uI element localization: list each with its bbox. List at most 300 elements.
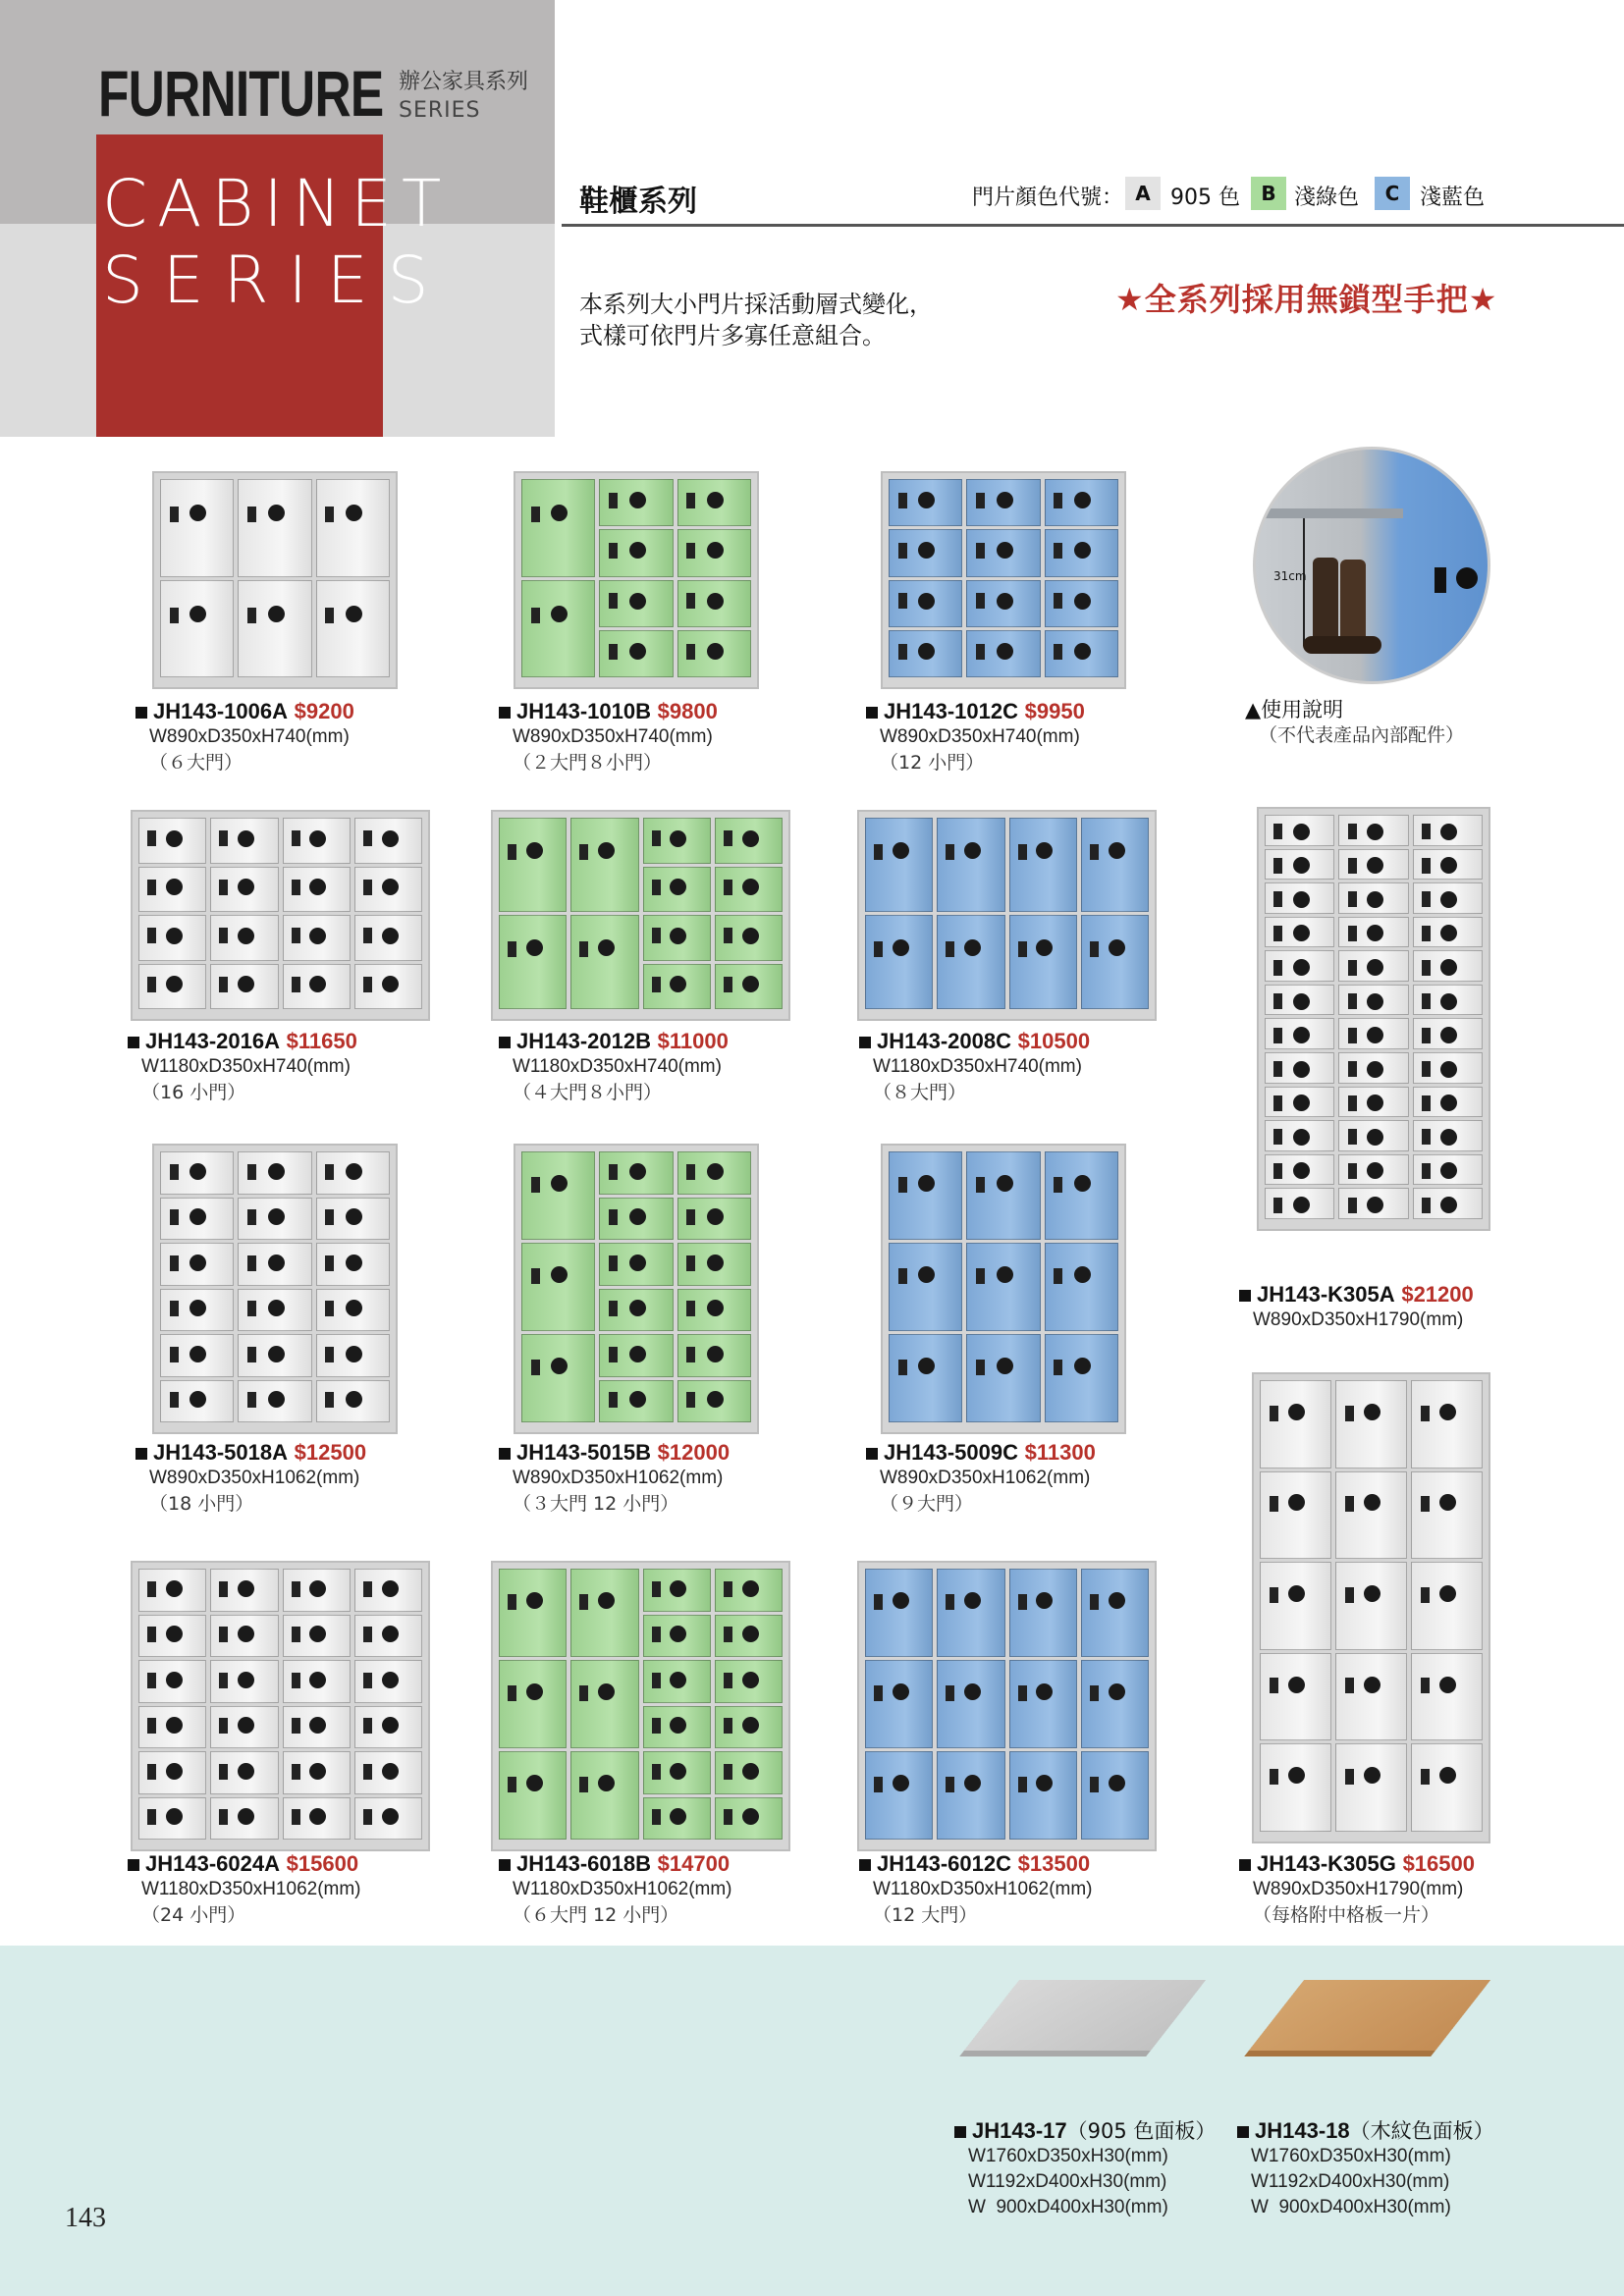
cabinet-door [1081, 818, 1149, 912]
cabinet-door [677, 1243, 751, 1286]
cabinet-door [138, 867, 206, 913]
cabinet-door [160, 1380, 234, 1423]
cabinet-door [1335, 1380, 1407, 1468]
product-model: JH143-K305A [1257, 1282, 1395, 1307]
cabinet-door [316, 1198, 390, 1241]
category-line2: SERIES [102, 242, 449, 318]
cabinet-door [1413, 917, 1483, 948]
cabinet-door [210, 1569, 278, 1612]
cabinet-illustration [857, 810, 1157, 1021]
cabinet-door [1413, 1087, 1483, 1118]
cabinet-door [138, 1797, 206, 1841]
cabinet-door [599, 1198, 673, 1241]
cabinet-door [1413, 1188, 1483, 1219]
product-label [1239, 1851, 1475, 1928]
door-handle-icon [1435, 567, 1446, 593]
cabinet-door [238, 479, 311, 577]
cabinet-door [354, 818, 422, 864]
cabinet-door [643, 964, 711, 1010]
usage-note: （不代表產品內部配件） [1259, 724, 1465, 746]
series-cn-label: 辦公家具系列 [399, 70, 529, 94]
cabinet-door [499, 818, 567, 912]
product-note: （６大門） [149, 752, 244, 774]
cabinet-door [599, 1289, 673, 1332]
bullet-square-icon [135, 1448, 147, 1460]
cabinet-illustration [514, 471, 759, 689]
cabinet-door [1335, 1743, 1407, 1832]
boot-sole-icon [1303, 636, 1381, 654]
cabinet-door [1335, 1471, 1407, 1560]
cabinet-door [599, 529, 673, 576]
cabinet-illustration [881, 1144, 1126, 1434]
board-size: W1760xD350xH30(mm) [1251, 2146, 1451, 2166]
cabinet-door [570, 818, 638, 912]
bullet-square-icon [499, 1859, 511, 1871]
cabinet-door [1265, 849, 1334, 881]
product-note: （18 小門） [149, 1493, 254, 1515]
cabinet-door [715, 964, 783, 1010]
cabinet-door [889, 479, 962, 526]
product-note: （９大門） [880, 1493, 974, 1515]
cabinet-door [715, 1751, 783, 1794]
cabinet-door [1081, 1569, 1149, 1657]
cabinet-door [570, 1660, 638, 1748]
cabinet-door [865, 1751, 933, 1840]
product-price: $10500 [1017, 1029, 1091, 1053]
cabinet-illustration [1257, 807, 1490, 1231]
product-dimensions: W1180xD350xH740(mm) [873, 1056, 1082, 1077]
cabinet-door [354, 915, 422, 961]
product-dimensions: W1180xD350xH1062(mm) [141, 1879, 361, 1899]
product-model: JH143-K305G [1257, 1851, 1396, 1876]
cabinet-illustration [152, 1144, 398, 1434]
color-legend-label: 門片顏色代號： [972, 186, 1124, 210]
bullet-square-icon [1239, 1859, 1251, 1871]
cabinet-door [238, 1289, 311, 1332]
cabinet-door [316, 1243, 390, 1286]
cabinet-door [715, 1615, 783, 1658]
product-model: JH143-5009C [884, 1440, 1018, 1465]
cabinet-door [316, 1289, 390, 1332]
series-en-label: SERIES [399, 98, 481, 123]
cabinet-door [316, 479, 390, 577]
cabinet-door [599, 1151, 673, 1195]
cabinet-door [210, 1751, 278, 1794]
cabinet-door [1081, 1660, 1149, 1748]
product-model: JH143-1006A [153, 699, 288, 723]
cabinet-door [138, 964, 206, 1010]
cabinet-door [1265, 1188, 1334, 1219]
cabinet-door [1265, 1154, 1334, 1186]
cabinet-door [570, 915, 638, 1009]
cabinet-door [889, 1243, 962, 1331]
cabinet-door [715, 1569, 783, 1612]
cabinet-door [1045, 479, 1118, 526]
cabinet-illustration [152, 471, 398, 689]
product-model: JH143-1012C [884, 699, 1018, 723]
cabinet-illustration [1252, 1372, 1490, 1843]
cabinet-door [889, 580, 962, 627]
cabinet-door [138, 1569, 206, 1612]
cabinet-illustration [491, 810, 790, 1021]
product-label [499, 1440, 730, 1517]
cabinet-door [1045, 1151, 1118, 1240]
cabinet-door [677, 630, 751, 677]
cabinet-door [937, 818, 1004, 912]
cabinet-door [1265, 985, 1334, 1016]
cabinet-door [1335, 1562, 1407, 1650]
cabinet-door [1413, 1052, 1483, 1084]
product-label [1239, 1282, 1474, 1333]
cabinet-door [1338, 1188, 1408, 1219]
cabinet-door [354, 1660, 422, 1703]
cabinet-door [865, 915, 933, 1009]
cabinet-door [1265, 1052, 1334, 1084]
cabinet-door [1260, 1562, 1331, 1650]
cabinet-door [1413, 882, 1483, 914]
page-number: 143 [65, 2203, 106, 2233]
cabinet-door [937, 1660, 1004, 1748]
cabinet-door [283, 915, 351, 961]
cabinet-door [160, 479, 234, 577]
bullet-square-icon [128, 1037, 139, 1048]
cabinet-door [677, 1289, 751, 1332]
product-dimensions: W890xD350xH740(mm) [880, 726, 1080, 747]
cabinet-door [1260, 1743, 1331, 1832]
cabinet-door [1009, 1751, 1077, 1840]
cabinet-door [889, 1334, 962, 1422]
cabinet-door [238, 1380, 311, 1423]
board-desc: （905 色面板） [1066, 2119, 1217, 2143]
cabinet-door [643, 1615, 711, 1658]
product-model: JH143-1010B [516, 699, 651, 723]
cabinet-door [210, 915, 278, 961]
product-note: （３大門 12 小門） [513, 1493, 679, 1515]
product-note: （12 大門） [873, 1904, 978, 1926]
board-size: W 900xD400xH30(mm) [1251, 2197, 1451, 2217]
cabinet-door [354, 1615, 422, 1658]
usage-illustration [1253, 447, 1490, 684]
board-label-17 [954, 2118, 1216, 2220]
cabinet-door [499, 1569, 567, 1657]
bullet-square-icon [135, 707, 147, 719]
cabinet-door [316, 1334, 390, 1377]
product-dimensions: W890xD350xH740(mm) [513, 726, 713, 747]
board-size: W1192xD400xH30(mm) [1251, 2171, 1450, 2192]
cabinet-door [160, 1198, 234, 1241]
product-note: （每格附中格板一片） [1253, 1904, 1440, 1926]
cabinet-door [1045, 1334, 1118, 1422]
product-model: JH143-2008C [877, 1029, 1011, 1053]
product-label [859, 1851, 1093, 1928]
color-name-a: 905 色 [1170, 186, 1240, 210]
cabinet-door [283, 818, 351, 864]
cabinet-door [677, 479, 751, 526]
cabinet-door [1411, 1380, 1483, 1468]
color-swatch-a: A [1125, 177, 1161, 210]
cabinet-door [354, 1751, 422, 1794]
cabinet-illustration [131, 810, 430, 1021]
cabinet-door [889, 630, 962, 677]
cabinet-door [677, 580, 751, 627]
cabinet-door [160, 1151, 234, 1195]
product-price: $16500 [1402, 1851, 1475, 1876]
cabinet-door [1411, 1653, 1483, 1741]
cabinet-door [210, 1706, 278, 1749]
product-note: （24 小門） [141, 1904, 246, 1926]
cabinet-door [1009, 915, 1077, 1009]
cabinet-door [210, 1660, 278, 1703]
cabinet-door [138, 1660, 206, 1703]
cabinet-door [1338, 1120, 1408, 1151]
product-note: （８大門） [873, 1082, 967, 1103]
cabinet-door [1009, 1660, 1077, 1748]
category-line1: CABINET [102, 166, 452, 241]
product-model: JH143-2012B [516, 1029, 651, 1053]
product-label [135, 1440, 366, 1517]
cabinet-door [966, 1151, 1040, 1240]
cabinet-door [1265, 1018, 1334, 1049]
cabinet-door [499, 1660, 567, 1748]
product-price: $12000 [657, 1440, 731, 1465]
cabinet-door [599, 1243, 673, 1286]
product-price: $11650 [286, 1029, 357, 1053]
cabinet-door [1338, 950, 1408, 982]
description-line1: 本系列大小門片採活動層式變化， [579, 291, 933, 318]
cabinet-door [1265, 917, 1334, 948]
usage-label [1245, 697, 1464, 748]
product-model: JH143-6024A [145, 1851, 280, 1876]
product-price: $9200 [294, 699, 354, 723]
cabinet-door [1413, 1154, 1483, 1186]
product-dimensions: W1180xD350xH740(mm) [513, 1056, 722, 1077]
color-name-b: 淺綠色 [1294, 186, 1360, 210]
cabinet-door [316, 1380, 390, 1423]
product-price: $13500 [1017, 1851, 1091, 1876]
boot-icon [1313, 558, 1338, 646]
cabinet-door [889, 529, 962, 576]
product-label [499, 699, 718, 775]
cabinet-door [1338, 985, 1408, 1016]
product-model: JH143-5015B [516, 1440, 651, 1465]
cabinet-door [966, 1334, 1040, 1422]
product-dimensions: W890xD350xH1790(mm) [1253, 1879, 1464, 1899]
cabinet-door [966, 479, 1040, 526]
cabinet-door [643, 1797, 711, 1841]
cabinet-door [643, 915, 711, 961]
cabinet-door [570, 1751, 638, 1840]
boot-icon [1340, 560, 1366, 646]
cabinet-door [160, 1334, 234, 1377]
cabinet-door [1413, 815, 1483, 846]
board-model: JH143-18 [1255, 2118, 1350, 2143]
bullet-square-icon [128, 1859, 139, 1871]
section-divider [562, 224, 1624, 227]
cabinet-door [1411, 1562, 1483, 1650]
product-note: （12 小門） [880, 752, 985, 774]
cabinet-door [1260, 1471, 1331, 1560]
cabinet-door [937, 915, 1004, 1009]
product-label [135, 699, 354, 775]
cabinet-door [238, 1198, 311, 1241]
cabinet-door [677, 1380, 751, 1423]
cabinet-door [715, 1706, 783, 1749]
cabinet-door [283, 1751, 351, 1794]
cabinet-door [1413, 849, 1483, 881]
cabinet-door [1413, 985, 1483, 1016]
cabinet-door [283, 1797, 351, 1841]
product-price: $12500 [294, 1440, 367, 1465]
bullet-square-icon [499, 1037, 511, 1048]
product-price: $14700 [657, 1851, 731, 1876]
cabinet-door [570, 1569, 638, 1657]
cabinet-door [1045, 580, 1118, 627]
color-swatch-c: C [1375, 177, 1410, 210]
product-price: $21200 [1401, 1282, 1474, 1307]
cabinet-door [715, 818, 783, 864]
cabinet-door [1411, 1743, 1483, 1832]
cabinet-door [966, 630, 1040, 677]
product-label [859, 1029, 1090, 1105]
product-dimensions: W890xD350xH740(mm) [149, 726, 350, 747]
section-title: 鞋櫃系列 [579, 185, 697, 219]
cabinet-door [210, 818, 278, 864]
cabinet-door [283, 1660, 351, 1703]
door-knob-icon [1456, 567, 1478, 589]
product-label [499, 1029, 729, 1105]
cabinet-door [1265, 882, 1334, 914]
board-desc: （木紋色面板） [1349, 2119, 1494, 2143]
cabinet-door [643, 818, 711, 864]
cabinet-door [1413, 1018, 1483, 1049]
cabinet-door [521, 479, 595, 577]
cabinet-door [354, 1797, 422, 1841]
cabinet-door [715, 1660, 783, 1703]
product-label [499, 1851, 732, 1928]
cabinet-door [643, 1569, 711, 1612]
cabinet-door [160, 1243, 234, 1286]
product-note: （16 小門） [141, 1082, 246, 1103]
cabinet-door [865, 1660, 933, 1748]
cabinet-door [238, 1151, 311, 1195]
cabinet-door [1265, 815, 1334, 846]
cabinet-door [1260, 1380, 1331, 1468]
cabinet-door [715, 1797, 783, 1841]
color-swatch-b: B [1251, 177, 1286, 210]
cabinet-door [138, 818, 206, 864]
product-dimensions: W1180xD350xH1062(mm) [513, 1879, 732, 1899]
product-dimensions: W1180xD350xH740(mm) [141, 1056, 351, 1077]
cabinet-door [966, 580, 1040, 627]
cabinet-door [138, 1751, 206, 1794]
cabinet-door [889, 1151, 962, 1240]
cabinet-door [599, 479, 673, 526]
cabinet-illustration [491, 1561, 790, 1851]
cabinet-illustration [881, 471, 1126, 689]
board-label-18 [1237, 2118, 1494, 2220]
cabinet-door [937, 1751, 1004, 1840]
cabinet-door [1009, 818, 1077, 912]
cabinet-door [1265, 950, 1334, 982]
cabinet-door [210, 1797, 278, 1841]
product-model: JH143-5018A [153, 1440, 288, 1465]
cabinet-door [865, 1569, 933, 1657]
product-label [128, 1029, 357, 1105]
cabinet-door [1411, 1471, 1483, 1560]
cabinet-door [238, 580, 311, 678]
cabinet-door [354, 1706, 422, 1749]
cabinet-illustration [857, 1561, 1157, 1851]
cabinet-door [499, 1751, 567, 1840]
product-dimensions: W890xD350xH1062(mm) [880, 1468, 1091, 1488]
cabinet-door [966, 529, 1040, 576]
bullet-square-icon [859, 1859, 871, 1871]
product-note: （６大門 12 小門） [513, 1904, 679, 1926]
slogan: ★全系列採用無鎖型手把★ [1115, 281, 1498, 318]
cabinet-door [238, 1334, 311, 1377]
cabinet-door [210, 867, 278, 913]
cabinet-door [283, 1706, 351, 1749]
cabinet-door [210, 1615, 278, 1658]
cabinet-door [643, 867, 711, 913]
cabinet-door [677, 1151, 751, 1195]
cabinet-door [715, 867, 783, 913]
cabinet-door [1413, 1120, 1483, 1151]
cabinet-door [1338, 1154, 1408, 1186]
product-price: $11000 [657, 1029, 729, 1053]
cabinet-door [283, 867, 351, 913]
cabinet-door [354, 867, 422, 913]
product-dimensions: W890xD350xH1062(mm) [513, 1468, 724, 1488]
cabinet-door [138, 1615, 206, 1658]
cabinet-door [1045, 529, 1118, 576]
board-size: W1760xD350xH30(mm) [968, 2146, 1168, 2166]
product-label [128, 1851, 361, 1928]
board-size: W1192xD400xH30(mm) [968, 2171, 1167, 2192]
product-dimensions: W890xD350xH1790(mm) [1253, 1309, 1464, 1330]
usage-measure-label: 31cm [1273, 569, 1307, 583]
cabinet-door [599, 1334, 673, 1377]
cabinet-door [599, 580, 673, 627]
product-label [866, 1440, 1096, 1517]
product-label [866, 699, 1085, 775]
cabinet-door [238, 1243, 311, 1286]
color-name-c: 淺藍色 [1420, 186, 1486, 210]
cabinet-door [1009, 1569, 1077, 1657]
cabinet-door [138, 915, 206, 961]
cabinet-door [1413, 950, 1483, 982]
cabinet-door [354, 1569, 422, 1612]
cabinet-door [160, 1289, 234, 1332]
product-dimensions: W1180xD350xH1062(mm) [873, 1879, 1093, 1899]
product-price: $11300 [1024, 1440, 1096, 1465]
cabinet-door [521, 580, 595, 678]
cabinet-door [643, 1706, 711, 1749]
cabinet-door [521, 1243, 595, 1331]
cabinet-door [865, 818, 933, 912]
bullet-square-icon [859, 1037, 871, 1048]
product-price: $9950 [1024, 699, 1085, 723]
cabinet-door [1338, 849, 1408, 881]
cabinet-door [677, 529, 751, 576]
cabinet-door [966, 1243, 1040, 1331]
product-note: （４大門８小門） [513, 1082, 663, 1103]
cabinet-door [677, 1334, 751, 1377]
product-note: （２大門８小門） [513, 752, 663, 774]
cabinet-door [599, 630, 673, 677]
cabinet-illustration [131, 1561, 430, 1851]
cabinet-door [160, 580, 234, 678]
